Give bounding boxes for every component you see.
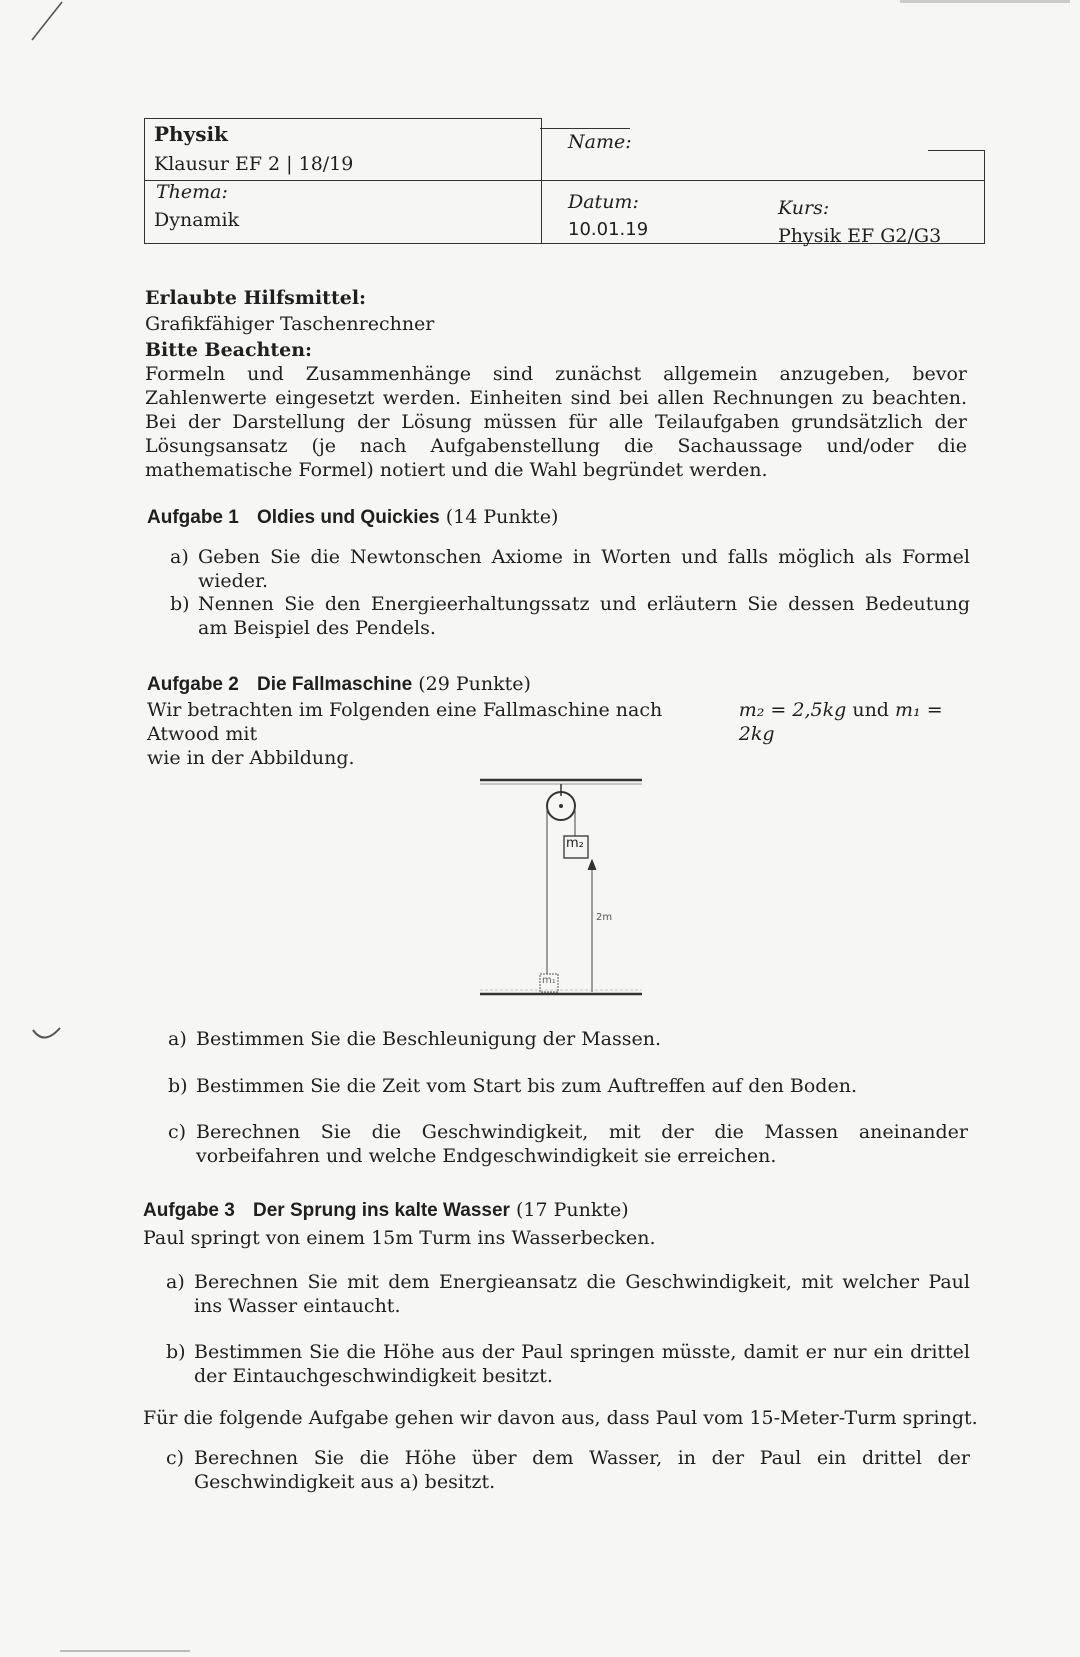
task2-and: und	[852, 699, 889, 721]
aids-heading: Erlaubte Hilfsmittel:	[145, 287, 367, 309]
diagram-m2-label: m₂	[566, 836, 584, 851]
task3-item-c	[166, 1446, 970, 1496]
task2-intro-a: Wir betrachten im Folgenden eine Fallmaschine nach Atwood mit	[147, 699, 663, 745]
task2-number: Aufgabe 2	[147, 674, 239, 695]
notice-text: Formeln und Zusammenhänge sind zunächst allgemein anzugeben, bevor Zahlenwerte eingesetzt werden. Einheiten sind bei allen Rechnungen zu beachten. Bei der Darstellung der Lösung müssen für alle Teilaufgaben grundsätzlich der Lösungsansatz (je nach Aufgabenstellung die Sachaussage und/oder die mathematische Formel) notiert und die Wahl begründet werden.	[145, 363, 967, 481]
item-text: Bestimmen Sie die Zeit vom Start bis zum Auftreffen auf den Boden.	[196, 1075, 857, 1097]
atwood-machine-drawing	[470, 770, 650, 1000]
task2-item-c	[168, 1120, 968, 1170]
header-box-right-top	[928, 150, 985, 181]
item-label: a)	[166, 1271, 185, 1293]
task1-number: Aufgabe 1	[147, 507, 239, 528]
task3-points: (17 Punkte)	[515, 1199, 629, 1221]
task3-note: Für die folgende Aufgabe gehen wir davon aus, dass Paul vom 15-Meter-Turm springt.	[143, 1407, 978, 1429]
pen-stroke-mark	[14, 0, 64, 44]
item-label: c)	[166, 1447, 185, 1469]
task1-points: (14 Punkte)	[445, 506, 559, 528]
header-date: 10.01.19	[568, 219, 649, 240]
header-topic: Dynamik	[154, 209, 240, 231]
task1-title: Oldies und Quickies	[256, 507, 440, 528]
task2-item-a	[168, 1027, 968, 1053]
item-text: Bestimmen Sie die Beschleunigung der Massen.	[196, 1028, 661, 1050]
header-table	[144, 118, 984, 261]
item-label: b)	[170, 593, 190, 615]
task2-intro	[147, 698, 969, 770]
task2-heading	[147, 672, 531, 697]
task2-m1-eq: m₁ = 2kg	[738, 699, 943, 745]
task1-item-a	[170, 545, 970, 592]
item-text: Nennen Sie den Energieerhaltungssatz und erläutern Sie dessen Bedeutung am Beispiel des Pendels.	[198, 593, 970, 639]
item-text: Berechnen Sie mit dem Energieansatz die Geschwindigkeit, mit welcher Paul ins Wasser eintaucht.	[194, 1271, 970, 1317]
item-label: a)	[168, 1028, 187, 1050]
header-topic-label: Thema:	[156, 181, 228, 203]
item-label: c)	[168, 1121, 187, 1143]
item-label: b)	[166, 1341, 186, 1363]
task1-item-b	[170, 592, 970, 642]
item-text: Berechnen Sie die Höhe über dem Wasser, in der Paul ein drittel der Geschwindigkeit aus a) besitzt.	[194, 1447, 970, 1493]
header-name-label: Name:	[568, 131, 632, 153]
task3-number: Aufgabe 3	[143, 1200, 235, 1221]
header-subject: Physik	[154, 122, 228, 146]
diagram-m1-label: m₁	[542, 975, 556, 986]
notice-heading: Bitte Beachten:	[145, 339, 313, 361]
task2-intro-b: wie in der Abbildung.	[147, 747, 355, 769]
header-exam: Klausur EF 2 | 18/19	[154, 153, 354, 175]
item-label: b)	[168, 1075, 188, 1097]
task3-item-a	[166, 1270, 970, 1320]
item-text: Geben Sie die Newtonschen Axiome in Worten und falls möglich als Formel wieder.	[198, 546, 970, 592]
header-course: Physik EF G2/G3	[778, 225, 942, 247]
task2-m2-eq: m₂ = 2,5kg	[738, 699, 847, 721]
item-text: Berechnen Sie die Geschwindigkeit, mit der die Massen aneinander vorbeifahren und welche Endgeschwindigkeit sie erreichen.	[196, 1121, 968, 1167]
aids-text: Grafikfähiger Taschenrechner	[145, 313, 435, 335]
task3-heading	[143, 1198, 629, 1223]
task3-title: Der Sprung ins kalte Wasser	[252, 1200, 510, 1221]
task2-title: Die Fallmaschine	[256, 674, 413, 695]
diagram-height-label: 2m	[596, 912, 613, 923]
task3-item-b	[166, 1340, 970, 1390]
item-label: a)	[170, 546, 189, 568]
task3-intro: Paul springt von einem 15m Turm ins Wasserbecken.	[143, 1227, 656, 1249]
atwood-machine-diagram	[470, 770, 650, 1000]
task1-heading	[147, 505, 558, 530]
item-text: Bestimmen Sie die Höhe aus der Paul springen müsste, damit er nur ein drittel der Eintauchgeschwindigkeit besitzt.	[194, 1341, 970, 1387]
scan-edge-top-right	[900, 0, 1070, 3]
task2-item-b	[168, 1074, 968, 1100]
task2-points: (29 Punkte)	[418, 673, 531, 695]
pen-check-mark	[30, 1024, 64, 1048]
header-date-label: Datum:	[568, 191, 639, 213]
header-course-label: Kurs:	[778, 197, 830, 219]
scan-edge-bottom	[60, 1650, 190, 1652]
